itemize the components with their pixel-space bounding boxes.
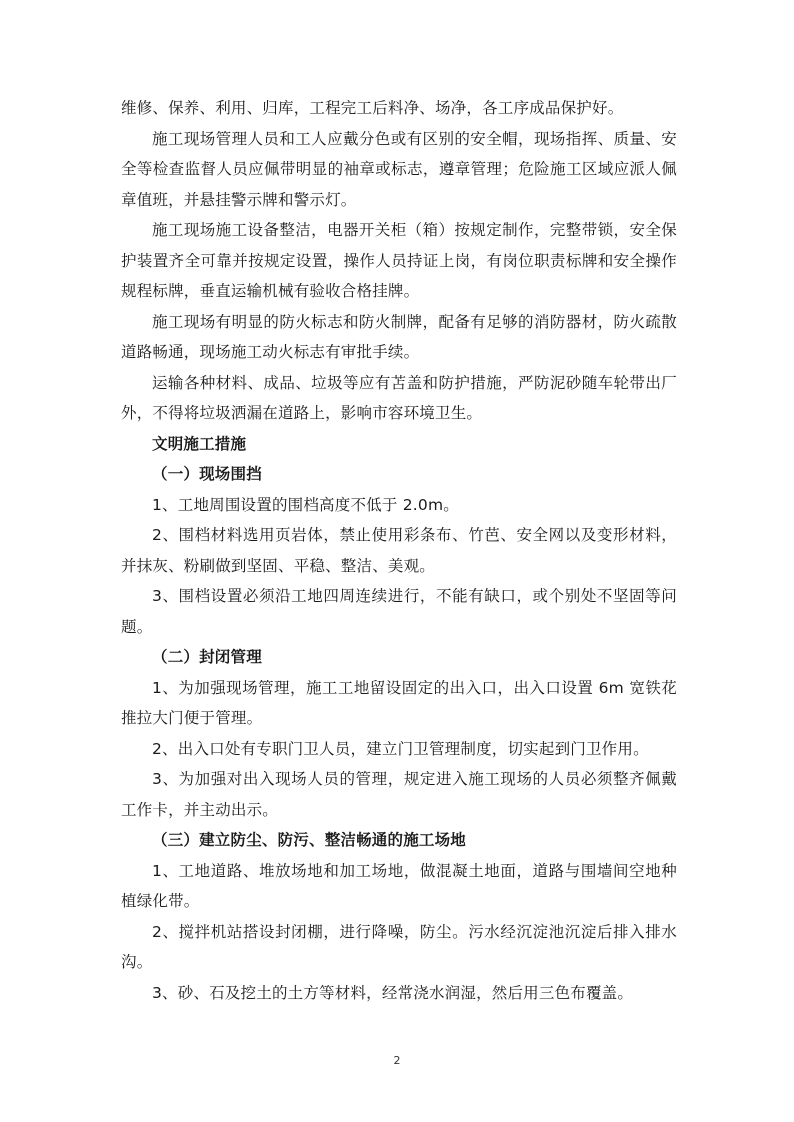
subsection-heading: （一）现场围挡: [152, 465, 262, 483]
list-item: 2、围档材料选用页岩体，禁止使用彩条布、竹芭、安全网以及变形材料，并抹灰、粉刷做到坚固、平稳、整洁、美观。: [121, 526, 677, 575]
list-item: 3、砂、石及挖土的土方等材料，经常浇水润湿，然后用三色布覆盖。: [152, 983, 634, 1002]
paragraph: 维修、保养、利用、归库，工程完工后料净、场净，各工序成品保护好。: [121, 99, 624, 117]
paragraph: 施工现场施工设备整洁，电器开关柜（箱）按规定制作，完整带锁，安全保护装置齐全可靠并按规定设置，操作人员持证上岗，有岗位职责标牌和安全操作规程标牌，垂直运输机械有验收合格挂牌。: [121, 221, 677, 300]
subsection-heading: （二）封闭管理: [152, 648, 262, 666]
paragraph: 施工现场有明显的防火标志和防火制牌，配备有足够的消防器材，防火疏散道路畅通，现场施工动火标志有审批手续。: [121, 312, 677, 361]
list-item: 1、为加强现场管理，施工工地留设固定的出入口，出入口设置 6m 宽铁花推拉大门便于管理。: [121, 678, 677, 727]
section-heading: 文明施工措施: [152, 434, 247, 453]
list-item: 1、工地道路、堆放场地和加工场地，做混凝土地面，道路与围墙间空地种植绿化带。: [121, 861, 677, 910]
paragraph: 施工现场管理人员和工人应戴分色或有区别的安全帽，现场指挥、质量、安全等检查监督人员应佩带明显的袖章或标志，遵章管理；危险施工区域应派人佩章值班，并悬挂警示牌和警示灯。: [121, 129, 677, 209]
list-item: 1、工地周围设置的围档高度不低于 2.0m。: [152, 495, 459, 514]
page-number: 2: [393, 1054, 401, 1067]
list-item: 2、搅拌机站搭设封闭棚，进行降噪，防尘。污水经沉淀池沉淀后排入排水沟。: [121, 922, 677, 971]
paragraph: 运输各种材料、成品、垃圾等应有苫盖和防护措施，严防泥砂随车轮带出厂外，不得将垃圾洒漏在道路上，影响市容环境卫生。: [121, 373, 677, 422]
subsection-heading: （三）建立防尘、防污、整洁畅通的施工场地: [152, 831, 467, 849]
list-item: 2、出入口处有专职门卫人员，建立门卫管理制度，切实起到门卫作用。: [152, 739, 649, 758]
list-item: 3、为加强对出入现场人员的管理，规定进入施工现场的人员必须整齐佩戴工作卡，并主动出示。: [121, 770, 677, 819]
document-body: [121, 93, 677, 1008]
list-item: 3、围档设置必须沿工地四周连续进行，不能有缺口，或个别处不坚固等问题。: [121, 587, 677, 636]
